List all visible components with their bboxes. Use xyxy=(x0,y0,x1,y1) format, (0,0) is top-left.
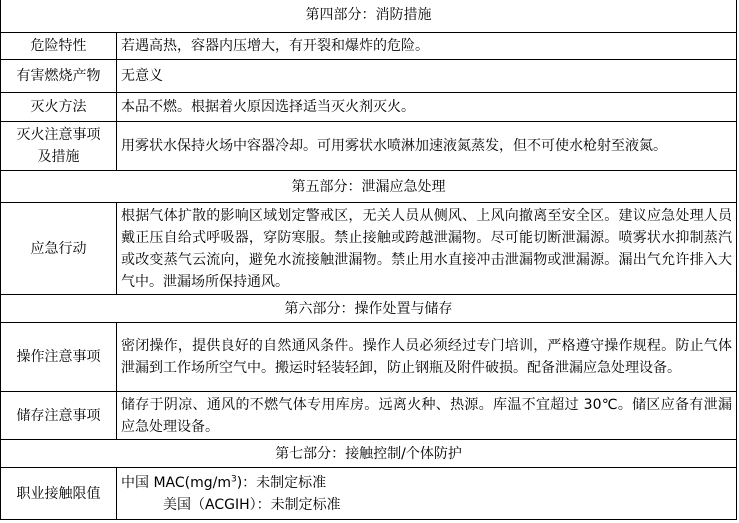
section-header-leak-response: 第五部分：泄漏应急处理 xyxy=(1,171,737,203)
section-header-fire-fighting: 第四部分：消防措施 xyxy=(1,0,737,33)
storage-notes-value: 储存于阴凉、通风的不燃气体专用库房。远离火种、热源。库温不宜超过 30℃。储区应备有泄漏应急处理设备。 xyxy=(117,392,737,440)
table-row xyxy=(1,203,737,295)
storage-notes-label: 储存注意事项 xyxy=(1,392,117,440)
operation-notes-label: 操作注意事项 xyxy=(1,323,117,392)
extinguish-method-value: 本品不燃。根据着火原因选择适当灭火剂灭火。 xyxy=(117,93,737,122)
emergency-action-label: 应急行动 xyxy=(1,203,117,295)
hazard-value: 若遇高热，容器内压增大，有开裂和爆炸的危险。 xyxy=(117,33,737,60)
fire-notes-label-line1: 灭火注意事项 xyxy=(16,127,101,143)
table-row xyxy=(1,171,737,203)
exposure-usa: 美国（ACGIH）：未制定标准 xyxy=(163,496,341,513)
operation-notes-value: 密闭操作，提供良好的自然通风条件。操作人员必须经过专门培训，严格遵守操作规程。防止气体泄漏到工作场所空气中。搬运时轻装轻卸，防止钢瓶及附件破损。配备泄漏应急处理设备。 xyxy=(117,323,737,392)
section-header-handling-storage: 第六部分：操作处置与储存 xyxy=(1,295,737,323)
exposure-china-suffix: )：未制定标准 xyxy=(236,474,327,491)
emergency-action-value: 根据气体扩散的影响区域划定警戒区，无关人员从侧风、上风向撤离至安全区。建议应急处理人员戴正压自给式呼吸器，穿防寒服。禁止接触或跨越泄漏物。尽可能切断泄漏源。喷雾状水抑制蒸汽或改变蒸气云流向，避免水流接触泄漏物。禁止用水直接冲击泄漏物或泄漏源。漏出气允许排入大气中。泄漏场所保持通风。 xyxy=(117,203,737,295)
table-row xyxy=(1,468,737,520)
combustion-products-label: 有害燃烧产物 xyxy=(1,60,117,93)
table-row xyxy=(1,295,737,323)
extinguish-method-label: 灭火方法 xyxy=(1,93,117,122)
fire-notes-label-line2: 及措施 xyxy=(37,149,80,165)
section-header-exposure-control: 第七部分：接触控制/个体防护 xyxy=(1,440,737,468)
combustion-products-value: 无意义 xyxy=(117,60,737,93)
table-row xyxy=(1,392,737,440)
hazard-label: 危险特性 xyxy=(1,33,117,60)
exposure-china xyxy=(121,472,732,494)
exposure-china-prefix: 中国 MAC(mg/m xyxy=(121,474,231,491)
table-row xyxy=(1,60,737,93)
table-row xyxy=(1,93,737,122)
table-row xyxy=(1,122,737,171)
table-row xyxy=(1,323,737,392)
fire-notes-label xyxy=(1,122,117,171)
table-row xyxy=(1,33,737,60)
exposure-limit-label: 职业接触限值 xyxy=(1,468,117,520)
exposure-china-sup: 3 xyxy=(230,473,237,484)
fire-notes-value: 用雾状水保持火场中容器冷却。可用雾状水喷淋加速液氮蒸发，但不可使水枪射至液氮。 xyxy=(117,122,737,171)
table-row xyxy=(1,440,737,468)
table-row xyxy=(1,0,737,33)
exposure-limit-value xyxy=(117,468,737,520)
